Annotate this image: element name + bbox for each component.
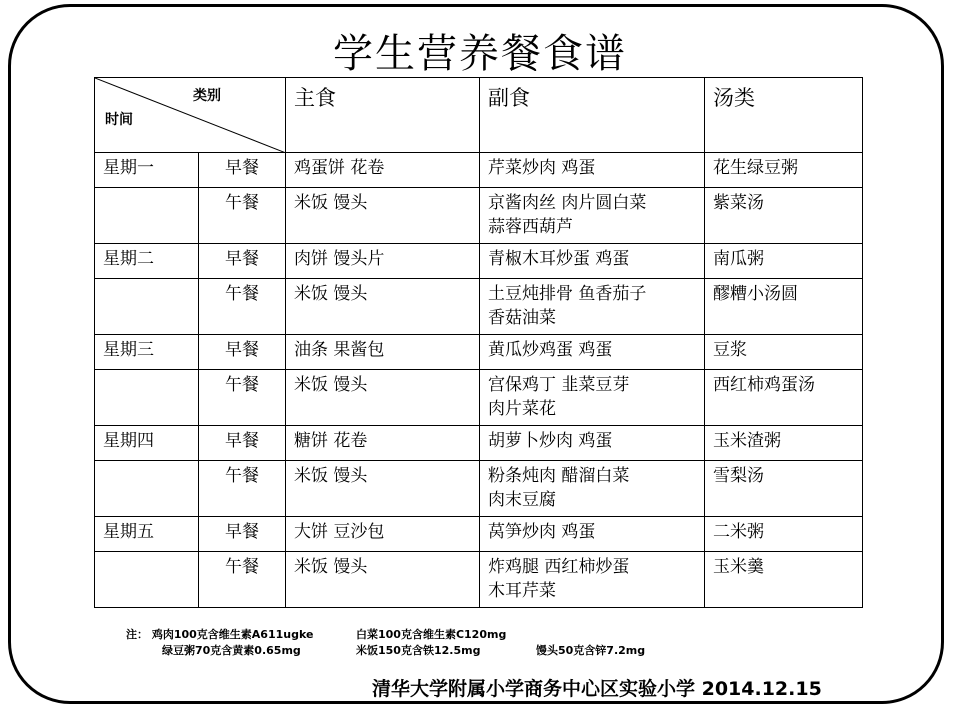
side-dish-cell: 京酱肉丝 肉片圆白菜 蒜蓉西葫芦 [480,188,705,244]
side-dish-cell: 芹菜炒肉 鸡蛋 [480,153,705,188]
lunch-row [95,279,863,335]
main-food-cell: 米饭 馒头 [286,370,480,426]
header-main-food: 主食 [286,78,480,153]
meal-cell: 早餐 [199,335,286,370]
day-cell: 星期四 [95,426,199,461]
day-cell-empty [95,370,199,426]
main-food-cell: 米饭 馒头 [286,188,480,244]
category-label: 类别 [193,88,221,104]
breakfast-row [95,244,863,279]
header-soup: 汤类 [705,78,863,153]
soup-cell: 二米粥 [705,517,863,552]
lunch-row [95,370,863,426]
soup-cell: 西红柿鸡蛋汤 [705,370,863,426]
side-dish-cell: 黄瓜炒鸡蛋 鸡蛋 [480,335,705,370]
lunch-row [95,188,863,244]
lunch-row [95,461,863,517]
side-dish-cell: 宫保鸡丁 韭菜豆芽 肉片菜花 [480,370,705,426]
meal-cell: 午餐 [199,370,286,426]
side-dish-cell: 粉条炖肉 醋溜白菜 肉末豆腐 [480,461,705,517]
header-corner-cell [95,78,286,153]
breakfast-row [95,517,863,552]
note-line1-a: 注： 鸡肉100克含维生素A611ugke [126,628,314,641]
school-footer: 清华大学附属小学商务中心区实验小学 2014.12.15 [372,678,822,700]
main-food-cell: 糖饼 花卷 [286,426,480,461]
note-line2-a: 绿豆粥70克含黄素0.65mg [162,644,301,657]
day-cell-empty [95,279,199,335]
meal-cell: 早餐 [199,426,286,461]
day-cell: 星期五 [95,517,199,552]
meal-cell: 早餐 [199,244,286,279]
meal-cell: 午餐 [199,461,286,517]
main-food-cell: 肉饼 馒头片 [286,244,480,279]
menu-table [94,77,863,608]
day-cell: 星期三 [95,335,199,370]
meal-cell: 午餐 [199,188,286,244]
breakfast-row [95,426,863,461]
header-row [95,78,863,153]
side-dish-cell: 莴笋炒肉 鸡蛋 [480,517,705,552]
day-cell: 星期二 [95,244,199,279]
side-dish-cell: 青椒木耳炒蛋 鸡蛋 [480,244,705,279]
soup-cell: 豆浆 [705,335,863,370]
main-food-cell: 油条 果酱包 [286,335,480,370]
time-label: 时间 [105,112,133,128]
soup-cell: 雪梨汤 [705,461,863,517]
side-dish-cell: 炸鸡腿 西红柿炒蛋 木耳芹菜 [480,552,705,608]
main-food-cell: 米饭 馒头 [286,461,480,517]
breakfast-row [95,335,863,370]
day-cell-empty [95,188,199,244]
main-food-cell: 大饼 豆沙包 [286,517,480,552]
soup-cell: 花生绿豆粥 [705,153,863,188]
main-food-cell: 米饭 馒头 [286,279,480,335]
note-line2-b: 米饭150克含铁12.5mg [356,644,481,657]
day-cell-empty [95,461,199,517]
page-title: 学生营养餐食谱 [333,31,627,77]
side-dish-cell: 土豆炖排骨 鱼香茄子 香菇油菜 [480,279,705,335]
soup-cell: 玉米羹 [705,552,863,608]
meal-cell: 早餐 [199,153,286,188]
day-cell: 星期一 [95,153,199,188]
header-side-dish: 副食 [480,78,705,153]
soup-cell: 南瓜粥 [705,244,863,279]
main-food-cell: 鸡蛋饼 花卷 [286,153,480,188]
lunch-row [95,552,863,608]
soup-cell: 醪糟小汤圆 [705,279,863,335]
meal-cell: 午餐 [199,552,286,608]
breakfast-row [95,153,863,188]
note-line2-c: 馒头50克含锌7.2mg [536,644,646,657]
side-dish-cell: 胡萝卜炒肉 鸡蛋 [480,426,705,461]
day-cell-empty [95,552,199,608]
main-food-cell: 米饭 馒头 [286,552,480,608]
soup-cell: 玉米渣粥 [705,426,863,461]
meal-cell: 午餐 [199,279,286,335]
soup-cell: 紫菜汤 [705,188,863,244]
note-line1-b: 白菜100克含维生素C120mg [356,628,507,641]
meal-cell: 早餐 [199,517,286,552]
